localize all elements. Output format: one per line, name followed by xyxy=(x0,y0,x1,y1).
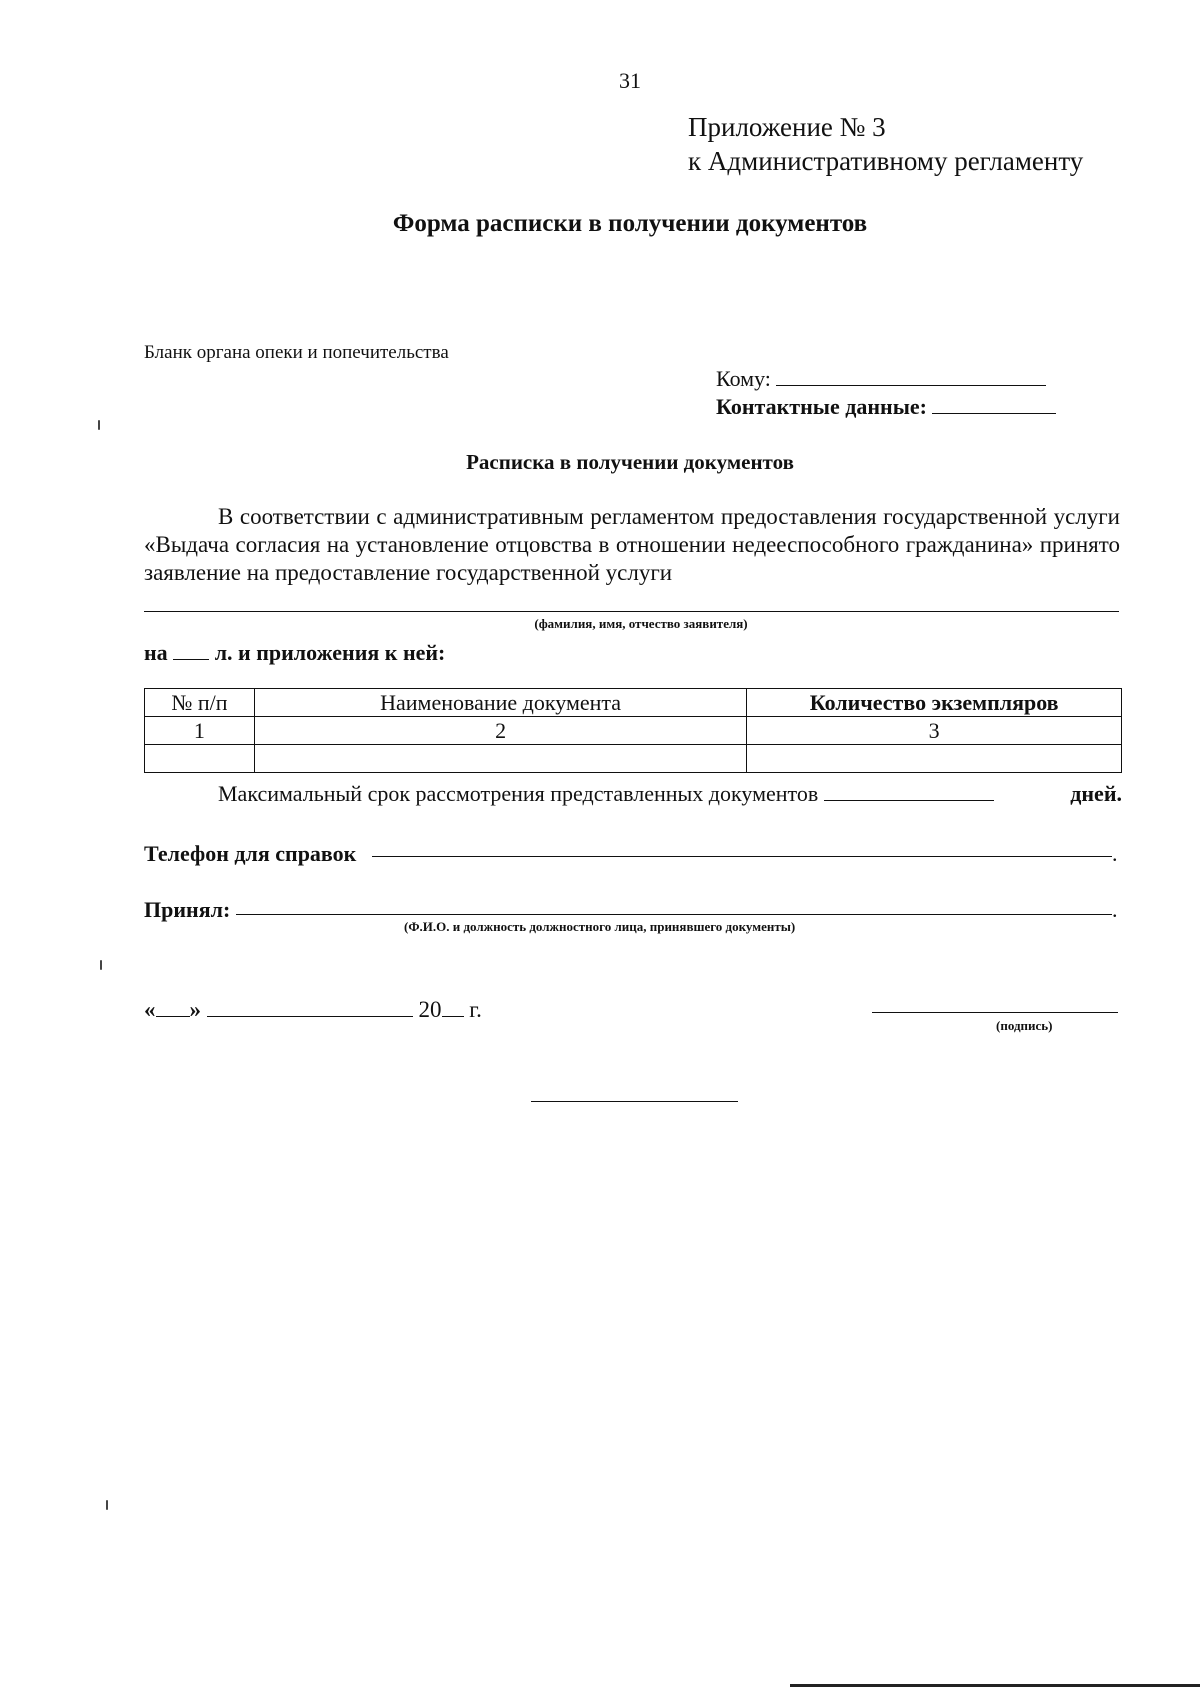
phone-period: . xyxy=(1112,841,1118,866)
date-month-field[interactable] xyxy=(207,998,413,1017)
scan-speck xyxy=(100,960,102,970)
accepted-label: Принял: xyxy=(144,897,231,922)
phone-field[interactable] xyxy=(372,856,1112,857)
table-row xyxy=(145,717,1122,745)
pages-count-field[interactable] xyxy=(173,645,209,660)
table-row xyxy=(145,745,1122,773)
table-header: Наименование документа xyxy=(254,689,746,717)
scan-edge xyxy=(790,1684,1200,1687)
date-day-field[interactable] xyxy=(156,998,190,1017)
scan-speck xyxy=(106,1500,108,1510)
phone-label: Телефон для справок xyxy=(144,841,357,866)
date-open-quote: « xyxy=(144,997,156,1022)
signature-caption: (подпись) xyxy=(996,1018,1053,1033)
accepted-field[interactable] xyxy=(236,914,1112,915)
date-year-suffix: г. xyxy=(469,997,482,1022)
pages-suffix: л. и приложения к ней: xyxy=(214,640,446,665)
recipient-to-label: Кому: xyxy=(716,366,771,391)
accepted-caption: (Ф.И.О. и должность должностного лица, принявшего документы) xyxy=(404,919,796,934)
signature-field[interactable] xyxy=(872,1012,1118,1013)
applicant-caption: (фамилия, имя, отчество заявителя) xyxy=(534,616,748,631)
max-term-days: дней. xyxy=(1070,781,1122,806)
appendix-header xyxy=(688,110,1083,178)
date-line xyxy=(144,997,482,1023)
accepted-period: . xyxy=(1112,897,1118,922)
end-divider xyxy=(531,1101,738,1102)
table-cell[interactable] xyxy=(145,745,255,773)
pages-count-line xyxy=(144,640,445,666)
form-title: Форма расписки в получении документов xyxy=(392,210,868,237)
table-cell: 3 xyxy=(747,717,1122,745)
recipient-to-field[interactable] xyxy=(776,371,1046,386)
date-year-prefix: 20 xyxy=(418,997,442,1022)
appendix-number: Приложение № 3 xyxy=(688,112,886,142)
table-cell[interactable] xyxy=(254,745,746,773)
table-header: Количество экземпляров xyxy=(747,689,1122,717)
appendix-reference: к Административному регламенту xyxy=(688,146,1084,176)
recipient-contact-label: Контактные данные: xyxy=(716,394,927,419)
receipt-body-text: В соответствии с административным регламентом предоставления государственной услуги «Выдача согласия на установление отцовства в отношении недееспособного гражданина» принято заявление на предоставление государственной услуги xyxy=(144,504,1120,585)
table-cell[interactable] xyxy=(747,745,1122,773)
max-term-text: Максимальный срок рассмотрения представленных документов xyxy=(218,781,819,806)
page-number: 31 xyxy=(619,68,641,93)
documents-table xyxy=(144,688,1122,773)
recipient-contact-field[interactable] xyxy=(932,399,1056,414)
date-year-field[interactable] xyxy=(442,998,464,1017)
receipt-title: Расписка в получении документов xyxy=(466,450,794,474)
blank-label: Бланк органа опеки и попечительства xyxy=(144,342,449,363)
pages-prefix: на xyxy=(144,640,168,665)
table-cell: 1 xyxy=(145,717,255,745)
table-header: № п/п xyxy=(145,689,255,717)
applicant-name-field[interactable] xyxy=(144,611,1119,612)
scan-speck xyxy=(98,420,100,430)
recipient-contact xyxy=(716,394,1056,420)
receipt-body xyxy=(144,503,1120,587)
max-term-field[interactable] xyxy=(824,786,994,801)
table-header-row xyxy=(145,689,1122,717)
date-close-quote: » xyxy=(189,997,201,1022)
max-term-line xyxy=(218,781,994,807)
recipient-to xyxy=(716,366,1046,392)
table-cell: 2 xyxy=(254,717,746,745)
